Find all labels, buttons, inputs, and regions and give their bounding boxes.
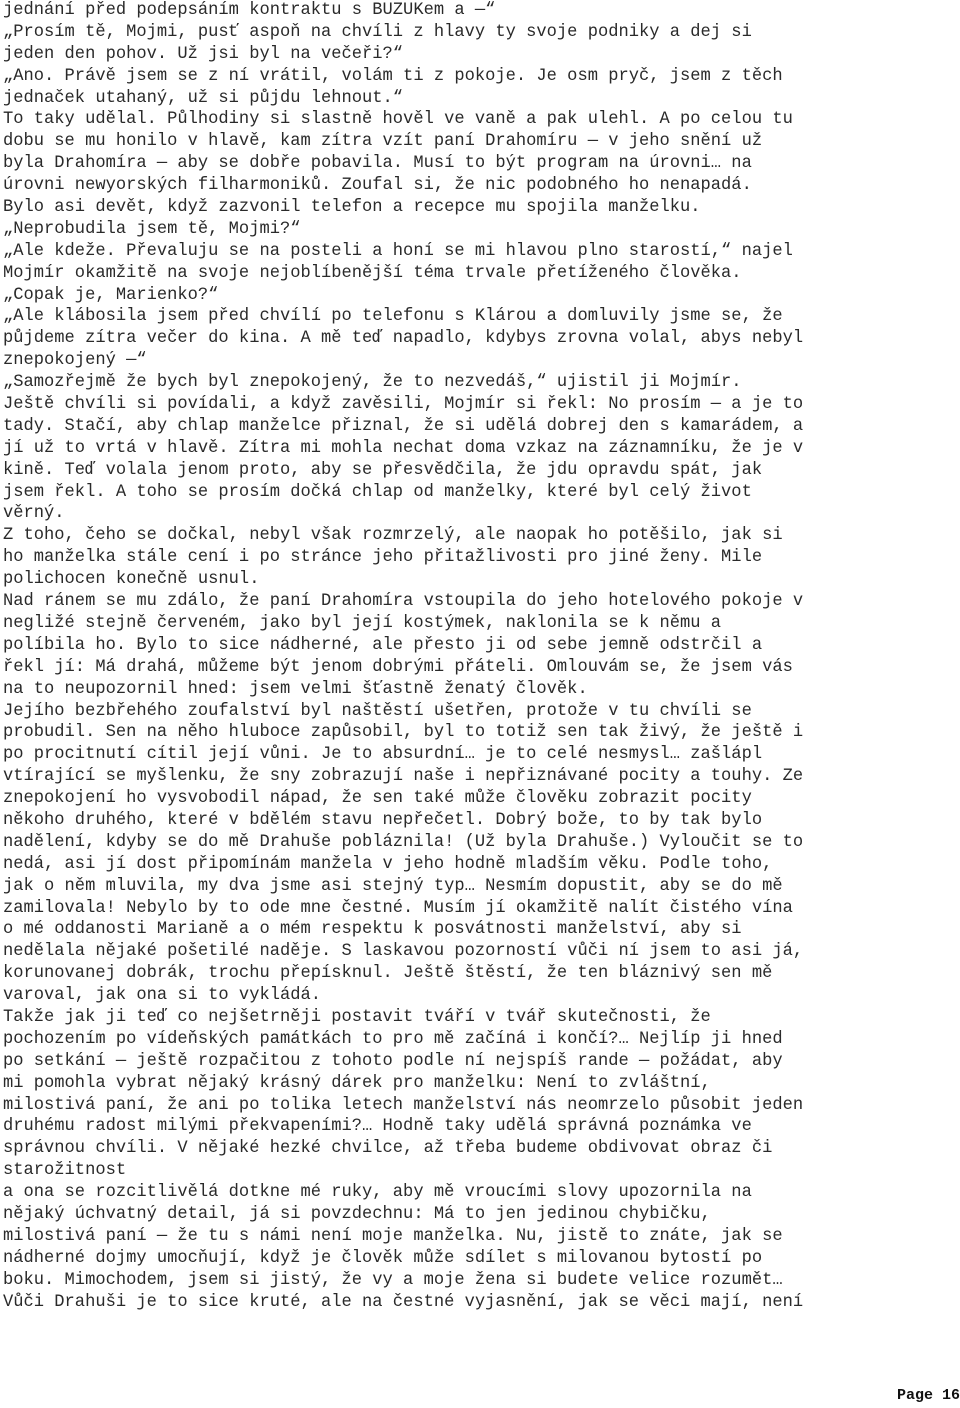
text-line: „Ale kdeže. Převaluju se na posteli a honí se mi hlavou plno starostí,“ najel bbox=[3, 241, 793, 261]
text-line: milostivá paní — že tu s námi není moje manželka. Nu, jistě to znáte, jak se bbox=[3, 1226, 783, 1246]
text-line: pochozením po vídeňských památkách to pro mě začíná i končí?… Nejlíp ji hned bbox=[3, 1029, 783, 1049]
text-line: věrný. bbox=[3, 504, 65, 524]
text-line: jednaček utahaný, už si půjdu lehnout.“ bbox=[3, 88, 404, 108]
page-number: Page 16 bbox=[896, 1387, 960, 1404]
text-line: nadělení, kdyby se do mě Drahuše pobláznila! (Už byla Drahuše.) Vyloučit se to bbox=[3, 832, 804, 852]
text-line: nějaký úchvatný detail, já si povzdechnu: Má to jen jedinou chybičku, bbox=[3, 1204, 711, 1224]
text-line: Bylo asi devět, když zazvonil telefon a recepce mu spojila manželku. bbox=[3, 198, 701, 218]
text-line: probudil. Sen na něho hluboce zapůsobil, byl to totiž sen tak živý, že ještě i bbox=[3, 723, 804, 743]
text-line: půjdeme zítra večer do kina. A mě teď napadlo, kdybys zrovna volal, abys nebyl bbox=[3, 329, 804, 349]
text-line: starožitnost bbox=[3, 1161, 127, 1181]
text-line: To taky udělal. Půlhodiny si slastně hověl ve vaně a pak ulehl. A po celou tu bbox=[3, 110, 793, 130]
text-line: negližé stejně červeném, jako byl její kostýmek, naklonila se k němu a bbox=[3, 613, 722, 633]
text-line: Takže jak ji teď co nejšetrněji postavit tváří v tvář skutečnosti, že bbox=[3, 1007, 711, 1027]
text-line: boku. Mimochodem, jsem si jistý, že vy a moje žena si budete velice rozumět… bbox=[3, 1270, 783, 1290]
text-line: řekl jí: Má drahá, můžeme být jenom dobrými přáteli. Omlouvám se, že jsem vás bbox=[3, 657, 793, 677]
text-line: jsem řekl. A toho se prosím dočká chlap od manželky, které byl celý život bbox=[3, 482, 752, 502]
text-line: úrovni newyorských filharmoniků. Zoufal si, že nic podobného ho nenapadá. bbox=[3, 176, 752, 196]
text-line: „Copak je, Marienko?“ bbox=[3, 285, 219, 305]
text-line: na to neupozornil hned: jsem velmi šťastně ženatý člověk. bbox=[3, 679, 588, 699]
text-line: po procitnutí cítil její vůni. Je to absurdní… je to celé nesmysl… zašlápl bbox=[3, 745, 763, 765]
body-text bbox=[3, 0, 953, 1313]
text-line: „Ale klábosila jsem před chvílí po telefonu s Klárou a domluvily jsme se, že bbox=[3, 307, 783, 327]
text-line: milostivá paní, že ani po tolika letech manželství nás neomrzelo působit jeden bbox=[3, 1095, 804, 1115]
text-line: byla Drahomíra — aby se dobře pobavila. Musí to být program na úrovni… na bbox=[3, 154, 752, 174]
text-line: a ona se rozcitlivělá dotkne mé ruky, aby mě vroucími slovy upozornila na bbox=[3, 1183, 752, 1203]
text-line: kině. Teď volala jenom proto, aby se přesvědčila, že jdu opravdu spát, jak bbox=[3, 460, 763, 480]
text-line: „Prosím tě, Mojmi, pusť aspoň na chvíli z hlavy ty svoje podniky a dej si bbox=[3, 22, 752, 42]
text-line: Z toho, čeho se dočkal, nebyl však rozmrzelý, ale naopak ho potěšilo, jak si bbox=[3, 526, 783, 546]
text-line: zamilovala! Nebylo by to ode mne čestné. Musím jí okamžitě nalít čistého vína bbox=[3, 898, 793, 918]
text-line: dobu se mu honilo v hlavě, kam zítra vzít paní Drahomíru — v jeho snění už bbox=[3, 132, 763, 152]
text-line: polichocen konečně usnul. bbox=[3, 570, 260, 590]
text-line: „Samozřejmě že bych byl znepokojený, že to nezvedáš,“ ujistil ji Mojmír. bbox=[3, 373, 742, 393]
text-line: jak o něm mluvila, my dva jsme asi stejný typ… Nesmím dopustit, aby se do mě bbox=[3, 876, 783, 896]
text-line: nádherné dojmy umocňují, když je člověk může sdílet s milovanou bytostí po bbox=[3, 1248, 763, 1268]
text-line: jí už to vrtá v hlavě. Zítra mi mohla nechat doma vzkaz na záznamníku, že je v bbox=[3, 438, 804, 458]
text-line: korunovanej dobrák, trochu přepísknul. Ještě štěstí, že ten bláznivý sen mě bbox=[3, 964, 773, 984]
text-line: správnou chvíli. V nějaké hezké chvilce, až třeba budeme obdivovat obraz či bbox=[3, 1139, 773, 1159]
text-line: znepokojený —“ bbox=[3, 351, 147, 371]
text-line: „Neprobudila jsem tě, Mojmi?“ bbox=[3, 219, 301, 239]
text-line: Jejího bezbřehého zoufalství byl naštěstí ušetřen, protože v tu chvíli se bbox=[3, 701, 752, 721]
text-line: vtírající se myšlenku, že sny zobrazují naše i nepřiznávané pocity a touhy. Ze bbox=[3, 767, 804, 787]
text-line: o mé oddanosti Marianě a o mém respektu k posvátnosti manželství, aby si bbox=[3, 920, 742, 940]
text-line: po setkání — ještě rozpačitou z tohoto podle ní nejspíš rande — požádat, aby bbox=[3, 1051, 783, 1071]
text-line: mi pomohla vybrat nějaký krásný dárek pro manželku: Není to zvláštní, bbox=[3, 1073, 711, 1093]
text-line: ho manželka stále cení i po stránce jeho přitažlivosti pro jiné ženy. Mile bbox=[3, 548, 763, 568]
text-line: nedá, asi jí dost připomínám manžela v jeho hodně mladším věku. Podle toho, bbox=[3, 854, 773, 874]
text-line: políbila ho. Bylo to sice nádherné, ale přesto ji od sebe jemně odstrčil a bbox=[3, 635, 763, 655]
text-line: jeden den pohov. Už jsi byl na večeři?“ bbox=[3, 44, 404, 64]
text-line: znepokojení ho vysvobodil nápad, že sen také může člověku zobrazit pocity bbox=[3, 789, 752, 809]
text-line: někoho druhého, které v bdělém stavu nepřečetl. Dobrý bože, to by tak bylo bbox=[3, 810, 763, 830]
text-line: Vůči Drahuši je to sice kruté, ale na čestné vyjasnění, jak se věci mají, není bbox=[3, 1292, 804, 1312]
text-line: druhému radost milými překvapeními?… Hodně taky udělá správná poznámka ve bbox=[3, 1117, 752, 1137]
text-line: tady. Stačí, aby chlap manželce přiznal, že si udělá dobrej den s kamarádem, a bbox=[3, 416, 804, 436]
text-line: „Ano. Právě jsem se z ní vrátil, volám ti z pokoje. Je osm pryč, jsem z těch bbox=[3, 66, 783, 86]
text-line: Mojmír okamžitě na svoje nejoblíbenější téma trvale přetíženého člověka. bbox=[3, 263, 742, 283]
text-line: Nad ránem se mu zdálo, že paní Drahomíra vstoupila do jeho hotelového pokoje v bbox=[3, 592, 804, 612]
text-line: varoval, jak ona si to vykládá. bbox=[3, 986, 321, 1006]
text-line: nedělala nějaké pošetilé naděje. S laskavou pozorností vůči ní jsem to asi já, bbox=[3, 942, 804, 962]
text-line: jednání před podepsáním kontraktu s BUZUKem a —“ bbox=[3, 1, 496, 20]
text-line: Ještě chvíli si povídali, a když zavěsili, Mojmír si řekl: No prosím — a je to bbox=[3, 395, 804, 415]
